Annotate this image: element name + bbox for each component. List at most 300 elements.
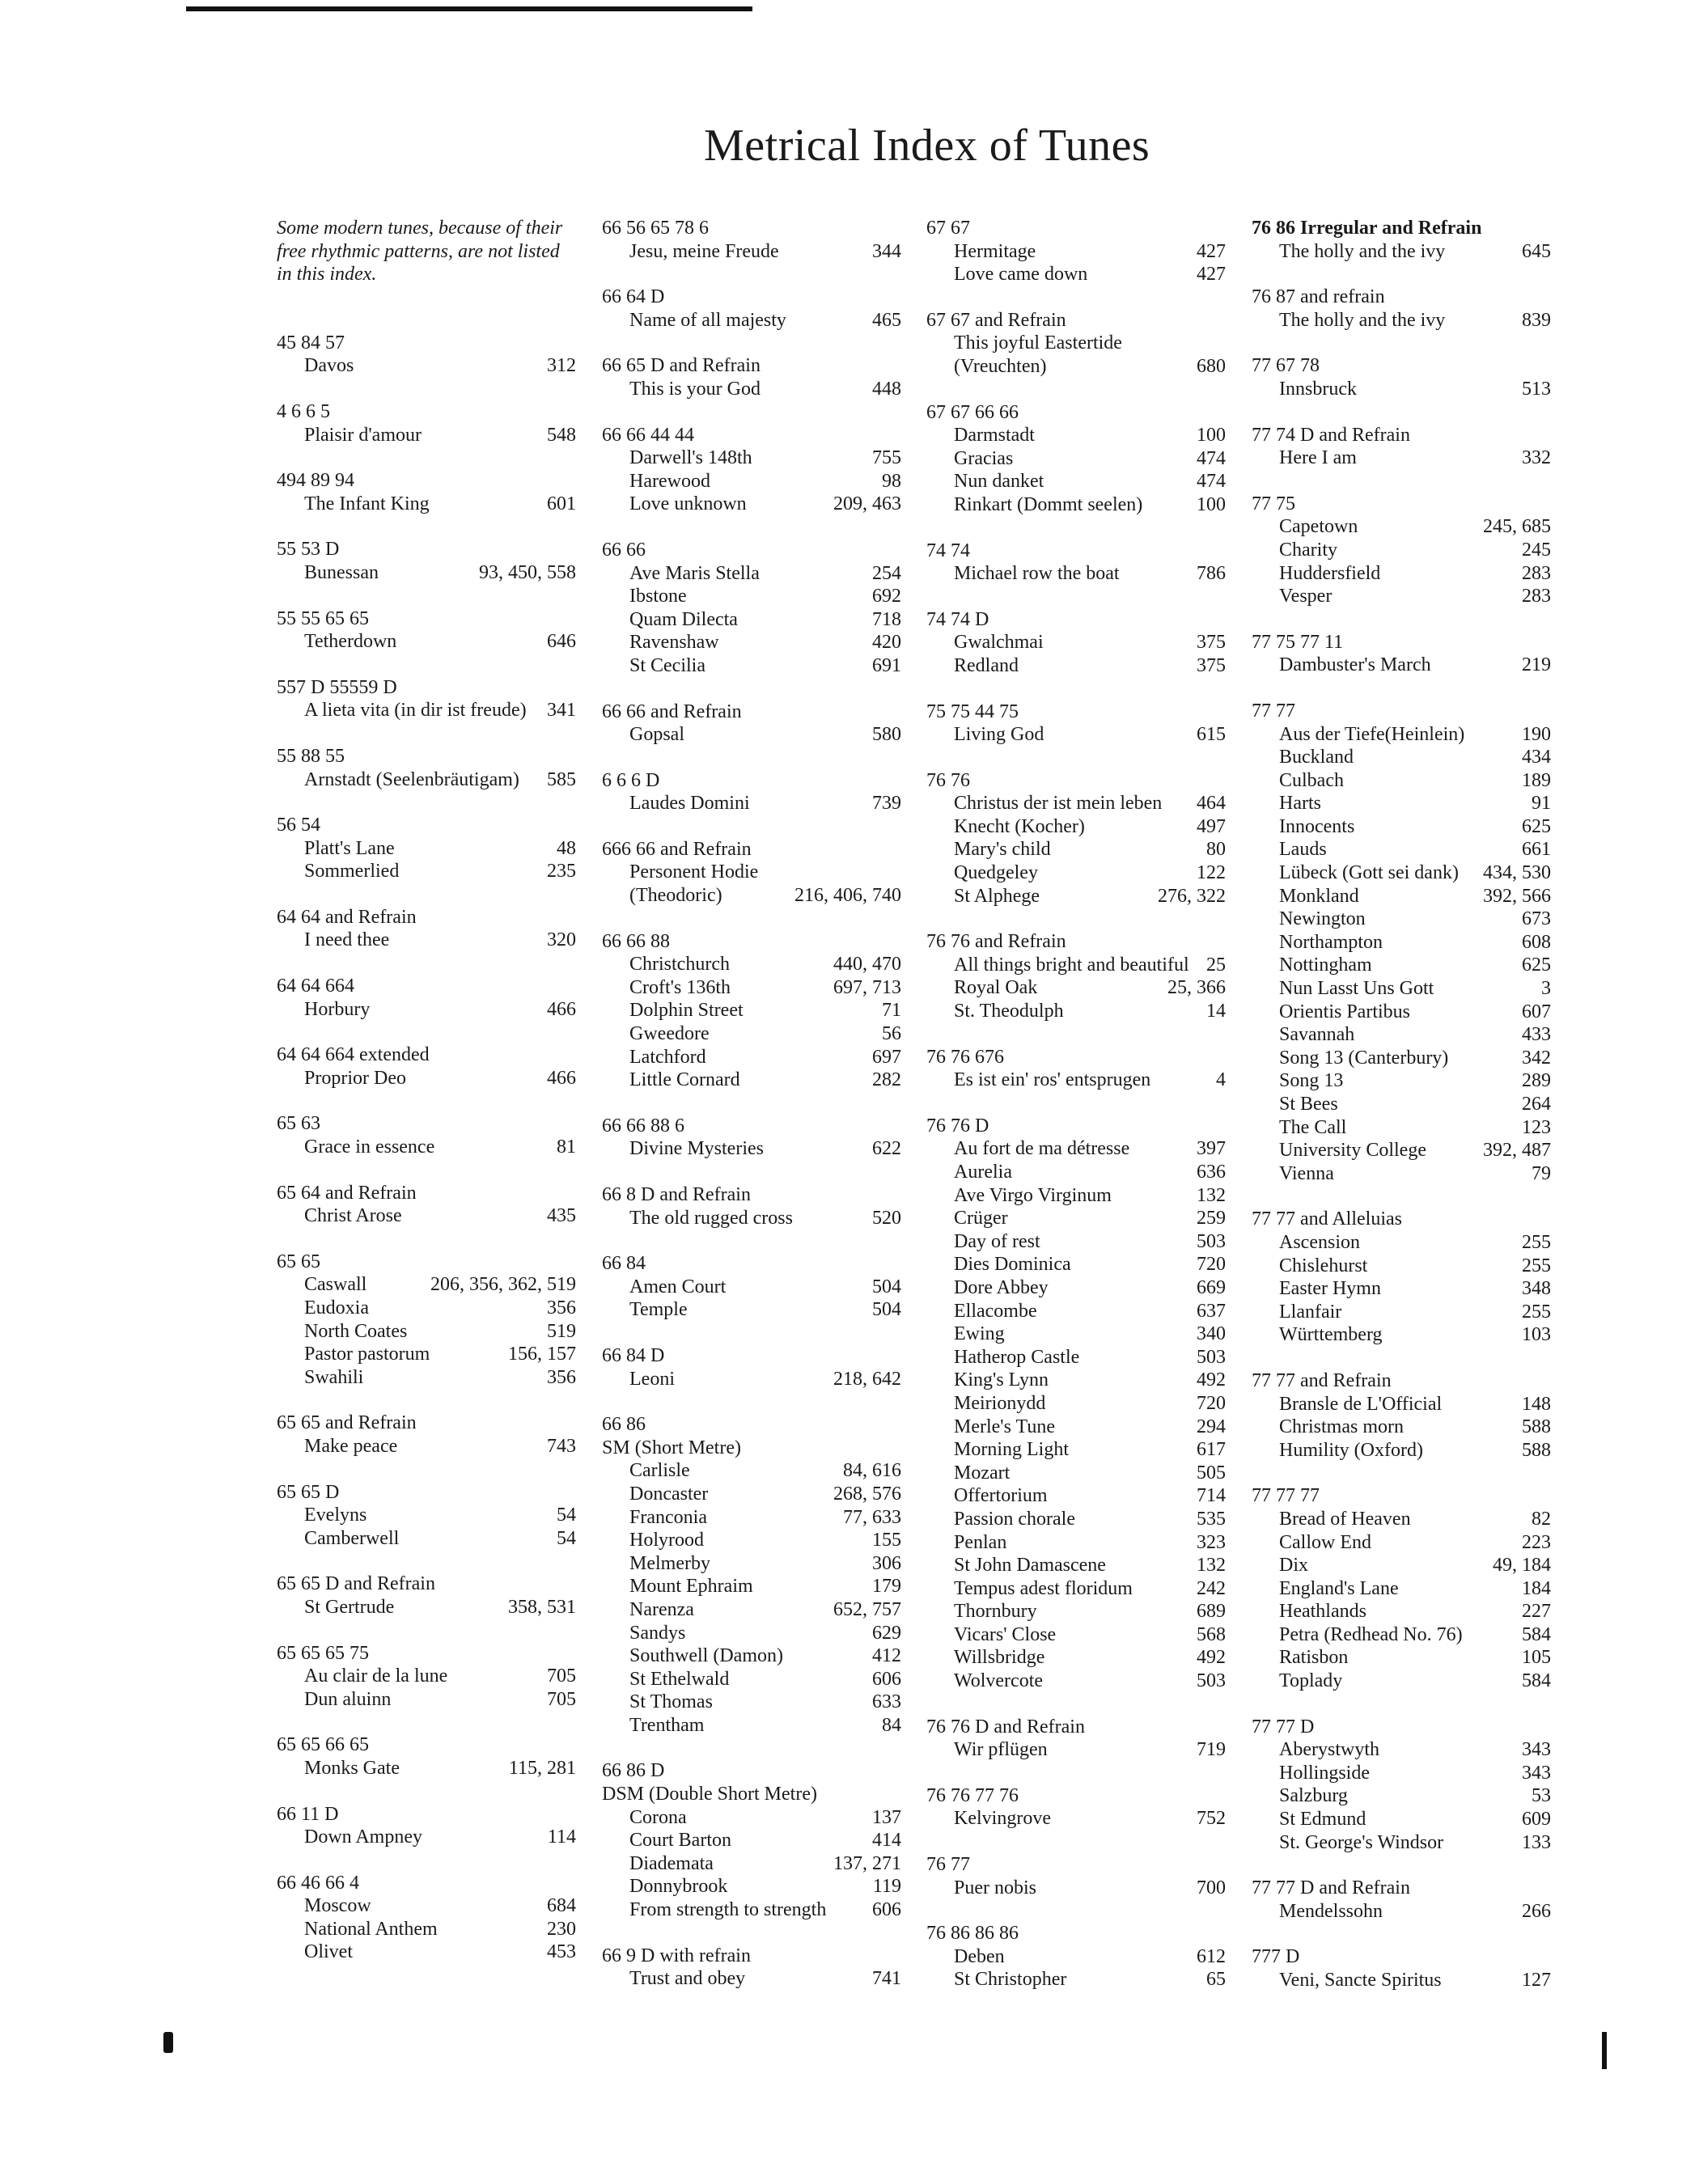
tune-entry xyxy=(277,1273,576,1297)
tune-entry xyxy=(926,1877,1226,1900)
tune-entry xyxy=(926,792,1226,815)
meter-subtitle: DSM (Double Short Metre) xyxy=(602,1784,817,1805)
tune-name: Dambuster's March xyxy=(1279,654,1431,676)
tune-entry xyxy=(602,1967,901,1991)
hymn-numbers: 115, 281 xyxy=(508,1757,576,1779)
hymn-numbers: 227 xyxy=(1522,1601,1551,1623)
tune-name: Olivet xyxy=(304,1941,353,1963)
tune-entry xyxy=(277,630,576,654)
tune-entry xyxy=(926,1484,1226,1508)
hymn-numbers: 466 xyxy=(547,998,576,1020)
meter-group xyxy=(1252,286,1551,332)
meter-heading: 45 84 57 xyxy=(277,332,345,353)
meter-heading: 66 56 65 78 6 xyxy=(602,218,709,239)
hymn-numbers: 219 xyxy=(1522,654,1551,676)
hymn-numbers: 235 xyxy=(547,861,576,882)
meter-group xyxy=(277,1112,576,1158)
meter-heading: 66 84 D xyxy=(602,1344,665,1366)
tune-entry xyxy=(926,240,1226,264)
meter-heading: 55 88 55 xyxy=(277,745,345,767)
tune-entry xyxy=(926,1323,1226,1346)
tune-entry xyxy=(1252,1554,1551,1577)
tune-entry xyxy=(926,447,1226,471)
hymn-numbers: 342 xyxy=(1522,1047,1551,1069)
meter-heading: 66 66 xyxy=(602,539,646,561)
hymn-numbers: 255 xyxy=(1522,1301,1551,1323)
tune-entry xyxy=(1252,240,1551,264)
hymn-numbers: 356 xyxy=(547,1366,576,1388)
tune-entry xyxy=(602,631,901,654)
tune-name: Laudes Domini xyxy=(629,793,750,815)
tune-name: St Christopher xyxy=(954,1969,1067,1991)
meter-group xyxy=(277,975,576,1021)
tune-name: Savannah xyxy=(1279,1024,1355,1046)
meter-heading: 77 77 D xyxy=(1252,1716,1315,1737)
tune-entry xyxy=(602,1046,901,1069)
hymn-numbers: 189 xyxy=(1522,769,1551,791)
meter-heading: 76 76 D and Refrain xyxy=(926,1716,1085,1737)
meter-heading: 666 66 and Refrain xyxy=(602,838,752,860)
tune-name: Sommerlied xyxy=(304,861,400,882)
hymn-numbers: 414 xyxy=(872,1830,901,1852)
tune-name: Leoni xyxy=(629,1368,675,1390)
hymn-numbers: 427 xyxy=(1197,240,1226,262)
hymn-numbers: 720 xyxy=(1197,1392,1226,1414)
tune-entry xyxy=(277,1067,576,1090)
tune-name: Dolphin Street xyxy=(629,1000,744,1022)
registration-mark-left xyxy=(163,2032,173,2053)
tune-entry xyxy=(602,1691,901,1714)
meter-heading: 76 76 and Refrain xyxy=(926,931,1066,953)
tune-name: The Call xyxy=(1279,1116,1347,1138)
tune-entry xyxy=(1252,1670,1551,1693)
meter-group xyxy=(277,400,576,447)
tune-name: St John Damascene xyxy=(954,1555,1106,1577)
tune-entry xyxy=(926,1253,1226,1276)
tune-name: The holly and the ivy xyxy=(1279,240,1446,262)
meter-heading: 77 77 77 xyxy=(1252,1485,1320,1507)
hymn-numbers: 344 xyxy=(872,240,901,262)
tune-entry xyxy=(926,1000,1226,1023)
hymn-numbers: 245 xyxy=(1522,539,1551,561)
meter-group xyxy=(1252,700,1551,1185)
tune-name: Christchurch xyxy=(629,954,730,976)
hymn-numbers: 474 xyxy=(1197,447,1226,469)
hymn-numbers: 615 xyxy=(1197,724,1226,746)
hymn-numbers: 132 xyxy=(1197,1184,1226,1206)
tune-name: Pastor pastorum xyxy=(304,1344,430,1365)
tune-name: Rinkart (Dommt seelen) xyxy=(954,493,1143,515)
tune-name: Aurelia xyxy=(954,1162,1012,1183)
meter-group xyxy=(1252,1369,1551,1462)
hymn-numbers: 392, 487 xyxy=(1483,1140,1551,1162)
hymn-numbers: 283 xyxy=(1522,562,1551,584)
tune-name: Ascension xyxy=(1279,1231,1360,1253)
hymn-numbers: 705 xyxy=(547,1666,576,1687)
tune-entry xyxy=(1252,1900,1551,1924)
tune-name: North Coates xyxy=(304,1320,408,1342)
tune-name: Royal Oak xyxy=(954,977,1038,999)
hymn-numbers: 254 xyxy=(872,562,901,584)
hymn-numbers: 492 xyxy=(1197,1369,1226,1391)
tune-entry xyxy=(926,263,1226,286)
tune-name: Capetown xyxy=(1279,516,1358,538)
tune-name: St Ethelwald xyxy=(629,1668,730,1690)
meter-group xyxy=(1252,493,1551,608)
tune-entry xyxy=(1252,1162,1551,1186)
tune-name: St Edmund xyxy=(1279,1809,1366,1831)
hymn-numbers: 474 xyxy=(1197,471,1226,493)
tune-entry xyxy=(602,1529,901,1552)
tune-entry xyxy=(277,929,576,952)
tune-name: Southwell (Damon) xyxy=(629,1645,783,1667)
tune-name: Love came down xyxy=(954,264,1088,286)
tune-name: Gopsal xyxy=(629,724,684,746)
tune-entry xyxy=(926,1184,1226,1208)
hymn-numbers: 504 xyxy=(872,1299,901,1321)
tune-entry xyxy=(277,1826,576,1849)
tune-name: Vicars' Close xyxy=(954,1623,1057,1645)
tune-entry xyxy=(1252,792,1551,815)
tune-entry xyxy=(926,1069,1226,1092)
meter-heading: 55 55 65 65 xyxy=(277,607,369,629)
hymn-numbers: 53 xyxy=(1532,1785,1551,1807)
tune-name: Tetherdown xyxy=(304,631,397,653)
meter-group xyxy=(926,700,1226,747)
tune-entry xyxy=(926,1646,1226,1670)
tune-entry xyxy=(1252,885,1551,908)
registration-mark-right xyxy=(1602,2032,1607,2069)
hymn-numbers: 412 xyxy=(872,1645,901,1667)
tune-entry xyxy=(277,1596,576,1619)
tune-name: A lieta vita (in dir ist freude) xyxy=(304,700,527,722)
tune-entry xyxy=(602,1598,901,1622)
meter-group xyxy=(1252,1208,1551,1347)
hymn-numbers: 585 xyxy=(547,768,576,790)
tune-name: Davos xyxy=(304,355,354,377)
tune-name: Latchford xyxy=(629,1046,706,1068)
meter-heading: 77 77 and Alleluias xyxy=(1252,1208,1402,1230)
hymn-numbers: 245, 685 xyxy=(1483,516,1551,538)
tune-name: The Infant King xyxy=(304,493,430,514)
tune-entry xyxy=(1252,1439,1551,1462)
hymn-numbers: 358, 531 xyxy=(508,1596,576,1618)
hymn-numbers: 343 xyxy=(1522,1739,1551,1761)
tune-entry xyxy=(1252,515,1551,539)
meter-group xyxy=(277,906,576,952)
meter-group xyxy=(602,286,901,332)
tune-entry xyxy=(277,768,576,792)
tune-name: Dore Abbey xyxy=(954,1276,1049,1298)
meter-heading: 66 65 D and Refrain xyxy=(602,355,761,377)
hymn-numbers: 209, 463 xyxy=(833,493,901,515)
tune-name: Harts xyxy=(1279,793,1321,815)
tune-entry xyxy=(926,1230,1226,1254)
hymn-numbers: 465 xyxy=(872,309,901,331)
tune-name: Camberwell xyxy=(304,1527,400,1549)
meter-group xyxy=(926,540,1226,586)
tune-entry xyxy=(602,792,901,815)
hymn-numbers: 132 xyxy=(1197,1555,1226,1577)
meter-heading: 66 66 44 44 xyxy=(602,424,694,446)
tune-entry xyxy=(926,1945,1226,1969)
hymn-numbers: 609 xyxy=(1522,1809,1551,1831)
tune-name: Huddersfield xyxy=(1279,562,1381,584)
tune-entry xyxy=(602,1069,901,1092)
tune-name: Bread of Heaven xyxy=(1279,1508,1411,1530)
top-rule xyxy=(186,6,752,11)
tune-entry xyxy=(602,1875,901,1898)
tune-entry xyxy=(1252,1393,1551,1416)
hymn-numbers: 669 xyxy=(1197,1276,1226,1298)
tune-entry xyxy=(1252,1001,1551,1024)
hymn-numbers: 719 xyxy=(1197,1739,1226,1761)
tune-name: Thornbury xyxy=(954,1601,1037,1623)
tune-entry xyxy=(602,884,901,908)
tune-entry xyxy=(926,470,1226,493)
tune-name: Croft's 136th xyxy=(629,976,731,998)
tune-name: Hollingside xyxy=(1279,1762,1370,1784)
tune-name: Württemberg xyxy=(1279,1324,1383,1346)
meter-group xyxy=(277,1043,576,1090)
tune-entry xyxy=(926,1438,1226,1462)
tune-name: (Vreuchten) xyxy=(954,355,1047,377)
tune-name: Llanfair xyxy=(1279,1301,1342,1323)
hymn-numbers: 420 xyxy=(872,632,901,654)
tune-name: Holyrood xyxy=(629,1530,704,1551)
tune-name: Northampton xyxy=(1279,931,1383,953)
hymn-numbers: 375 xyxy=(1197,654,1226,676)
hymn-numbers: 720 xyxy=(1197,1254,1226,1276)
tune-name: The old rugged cross xyxy=(629,1207,793,1229)
tune-entry xyxy=(926,1577,1226,1601)
hymn-numbers: 568 xyxy=(1197,1623,1226,1645)
hymn-numbers: 103 xyxy=(1522,1324,1551,1346)
tune-name: Quam Dilecta xyxy=(629,608,738,630)
hymn-numbers: 697, 713 xyxy=(833,976,901,998)
tune-entry xyxy=(602,1137,901,1161)
tune-name: Mozart xyxy=(954,1462,1011,1484)
hymn-numbers: 588 xyxy=(1522,1416,1551,1438)
hymn-numbers: 839 xyxy=(1522,309,1551,331)
tune-name: Innocents xyxy=(1279,815,1355,837)
meter-group xyxy=(1252,1877,1551,1923)
hymn-numbers: 242 xyxy=(1197,1577,1226,1599)
hymn-numbers: 503 xyxy=(1197,1230,1226,1252)
hymn-numbers: 216, 406, 740 xyxy=(794,885,901,907)
meter-heading: 77 77 and Refrain xyxy=(1252,1369,1392,1391)
tune-name: Ewing xyxy=(954,1323,1005,1345)
tune-entry xyxy=(1252,1323,1551,1347)
tune-name: Love unknown xyxy=(629,493,747,515)
hymn-numbers: 607 xyxy=(1522,1001,1551,1022)
hymn-numbers: 190 xyxy=(1522,723,1551,745)
hymn-numbers: 392, 566 xyxy=(1483,885,1551,907)
hymn-numbers: 535 xyxy=(1197,1508,1226,1530)
tune-entry xyxy=(602,1298,901,1322)
tune-entry xyxy=(1252,1069,1551,1093)
tune-name: St Gertrude xyxy=(304,1596,395,1618)
meter-group xyxy=(926,1716,1226,1762)
tune-entry xyxy=(602,1668,901,1691)
tune-name: Donnybrook xyxy=(629,1876,728,1898)
tune-name: Make peace xyxy=(304,1435,398,1457)
meter-heading: 65 65 D xyxy=(277,1481,340,1503)
tune-name: From strength to strength xyxy=(629,1899,827,1921)
tune-entry xyxy=(1252,838,1551,861)
tune-entry xyxy=(602,1852,901,1876)
tune-entry xyxy=(602,1368,901,1391)
hymn-numbers: 513 xyxy=(1522,378,1551,400)
hymn-numbers: 519 xyxy=(547,1320,576,1342)
tune-name: Penlan xyxy=(954,1531,1007,1553)
tune-entry xyxy=(1252,1508,1551,1531)
tune-entry xyxy=(926,976,1226,1000)
hymn-numbers: 752 xyxy=(1197,1808,1226,1830)
tune-name: Monkland xyxy=(1279,885,1359,907)
meter-heading: 55 53 D xyxy=(277,539,340,561)
hymn-numbers: 434, 530 xyxy=(1483,862,1551,884)
meter-heading: 77 77 D and Refrain xyxy=(1252,1877,1410,1899)
tune-name: Orientis Partibus xyxy=(1279,1001,1410,1022)
tune-name: Morning Light xyxy=(954,1439,1069,1461)
hymn-numbers: 786 xyxy=(1197,563,1226,585)
meter-group xyxy=(277,538,576,584)
hymn-numbers: 625 xyxy=(1522,815,1551,837)
meter-group xyxy=(277,1412,576,1458)
tune-entry xyxy=(1252,1600,1551,1623)
tune-name: Charity xyxy=(1279,539,1337,561)
tune-name: Swahili xyxy=(304,1366,364,1388)
tune-entry xyxy=(1252,539,1551,562)
tune-entry xyxy=(602,723,901,747)
meter-heading: 65 65 and Refrain xyxy=(277,1412,417,1434)
hymn-numbers: 25, 366 xyxy=(1167,977,1226,999)
tune-entry xyxy=(277,424,576,447)
tune-entry xyxy=(277,1527,576,1551)
hymn-numbers: 466 xyxy=(547,1067,576,1089)
tune-name: Little Cornard xyxy=(629,1069,740,1091)
tune-entry xyxy=(926,815,1226,839)
tune-name: Christmas morn xyxy=(1279,1416,1404,1438)
tune-name: Hatherop Castle xyxy=(954,1346,1080,1368)
tune-entry xyxy=(1252,1784,1551,1808)
tune-name: (Theodoric) xyxy=(629,885,722,907)
hymn-numbers: 320 xyxy=(547,929,576,951)
tune-name: St. George's Windsor xyxy=(1279,1831,1444,1853)
hymn-numbers: 505 xyxy=(1197,1462,1226,1484)
meter-heading: 77 77 xyxy=(1252,700,1295,722)
tune-name: Caswall xyxy=(304,1274,367,1296)
tune-name: Trentham xyxy=(629,1714,705,1736)
tune-entry xyxy=(926,654,1226,678)
tune-entry xyxy=(926,332,1226,355)
meter-heading: 74 74 D xyxy=(926,608,989,630)
tune-name: Ave Virgo Virginum xyxy=(954,1184,1112,1206)
tune-entry xyxy=(926,1161,1226,1184)
meter-heading: 76 86 86 86 xyxy=(926,1923,1019,1945)
hymn-numbers: 255 xyxy=(1522,1231,1551,1253)
tune-entry xyxy=(277,1894,576,1918)
hymn-numbers: 3 xyxy=(1541,978,1551,1000)
tune-entry xyxy=(926,1554,1226,1577)
tune-name: Es ist ein' ros' entsprugen xyxy=(954,1069,1151,1091)
tune-name: Proprior Deo xyxy=(304,1067,406,1089)
meter-group xyxy=(277,1803,576,1849)
meter-group xyxy=(277,1481,576,1551)
tune-name: Song 13 (Canterbury) xyxy=(1279,1047,1449,1069)
tune-entry xyxy=(1252,585,1551,608)
tune-name: Nun Lasst Uns Gott xyxy=(1279,978,1434,1000)
tune-entry xyxy=(1252,1762,1551,1785)
index-column-1 xyxy=(277,217,576,1987)
tune-entry xyxy=(1252,1808,1551,1831)
hymn-numbers: 137 xyxy=(872,1806,901,1828)
tune-entry xyxy=(926,1807,1226,1831)
tune-entry xyxy=(277,1320,576,1344)
hymn-numbers: 276, 322 xyxy=(1158,885,1226,907)
meter-heading: 76 87 and refrain xyxy=(1252,286,1385,308)
tune-entry xyxy=(1252,1116,1551,1140)
tune-entry xyxy=(602,470,901,493)
tune-name: Christ Arose xyxy=(304,1205,402,1227)
hymn-numbers: 84 xyxy=(882,1714,901,1736)
tune-name: Plaisir d'amour xyxy=(304,424,422,446)
tune-name: The holly and the ivy xyxy=(1279,309,1446,331)
meter-group xyxy=(602,700,901,747)
tune-name: Ratisbon xyxy=(1279,1647,1349,1669)
tune-name: Amen Court xyxy=(629,1276,727,1297)
tune-entry xyxy=(926,424,1226,447)
hymn-numbers: 661 xyxy=(1522,839,1551,861)
hymn-numbers: 56 xyxy=(882,1023,901,1045)
meter-group xyxy=(926,608,1226,678)
hymn-numbers: 48 xyxy=(557,837,576,859)
tune-entry xyxy=(1252,1023,1551,1047)
hymn-numbers: 289 xyxy=(1522,1070,1551,1092)
hymn-numbers: 100 xyxy=(1197,493,1226,515)
tune-name: Personent Hodie xyxy=(629,861,759,883)
meter-heading: 77 74 D and Refrain xyxy=(1252,424,1410,446)
tune-entry xyxy=(602,1644,901,1668)
hymn-numbers: 71 xyxy=(882,1000,901,1022)
hymn-numbers: 14 xyxy=(1206,1001,1226,1022)
tune-entry xyxy=(926,1531,1226,1555)
hymn-numbers: 684 xyxy=(547,1895,576,1917)
tune-name: This is your God xyxy=(629,378,761,400)
meter-group xyxy=(277,814,576,883)
hymn-numbers: 179 xyxy=(872,1576,901,1598)
hymn-numbers: 700 xyxy=(1197,1877,1226,1898)
meter-group xyxy=(1252,631,1551,677)
tune-entry xyxy=(602,240,901,264)
tune-name: Heathlands xyxy=(1279,1601,1366,1623)
meter-group xyxy=(926,1115,1226,1693)
hymn-numbers: 223 xyxy=(1522,1531,1551,1553)
hymn-numbers: 65 xyxy=(1206,1969,1226,1991)
tune-entry xyxy=(602,1459,901,1483)
tune-name: Here I am xyxy=(1279,447,1357,469)
tune-entry xyxy=(1252,1277,1551,1301)
tune-name: Au fort de ma détresse xyxy=(954,1138,1130,1160)
tune-name: Gweedore xyxy=(629,1023,710,1045)
tune-entry xyxy=(602,999,901,1022)
hymn-numbers: 629 xyxy=(872,1622,901,1644)
hymn-numbers: 397 xyxy=(1197,1138,1226,1160)
meter-group xyxy=(926,217,1226,286)
hymn-numbers: 601 xyxy=(547,493,576,514)
meter-group xyxy=(926,1046,1226,1092)
